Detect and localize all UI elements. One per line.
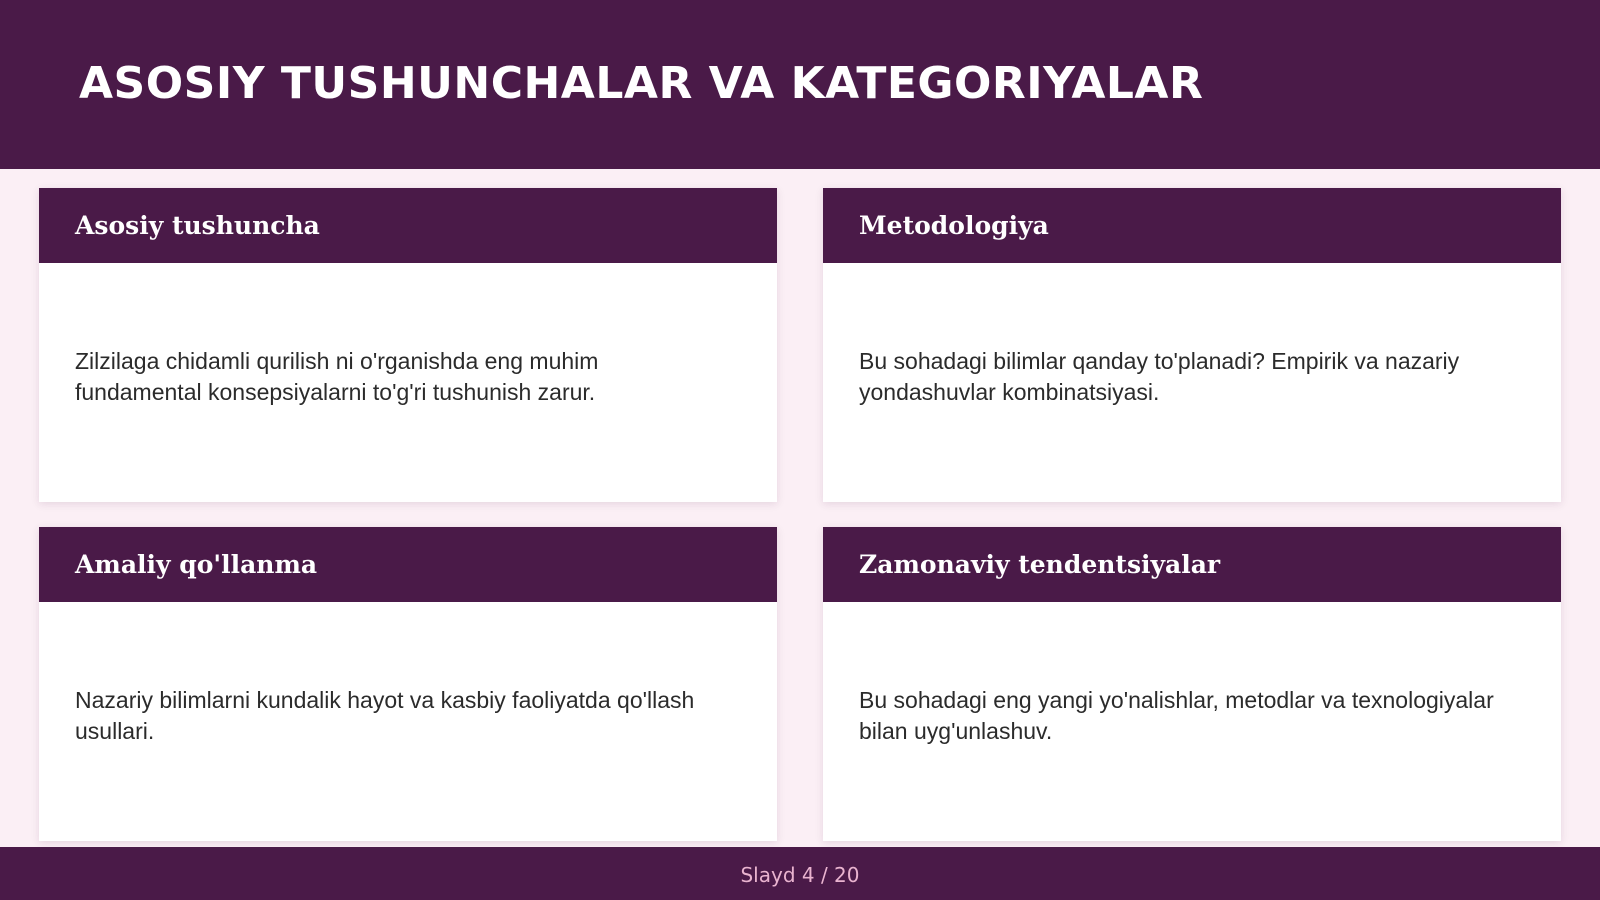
slide-title: ASOSIY TUSHUNCHALAR VA KATEGORIYALAR bbox=[79, 58, 1204, 109]
card-text: Zilzilaga chidamli qurilish ni o'rganishda eng muhim fundamental konsepsiyalarni to'g'ri tushunish zarur. bbox=[75, 347, 599, 405]
card-body bbox=[823, 596, 1561, 835]
card-title: Amaliy qo'llanma bbox=[75, 550, 318, 579]
card-metodologiya bbox=[823, 188, 1561, 502]
card-body bbox=[823, 257, 1561, 496]
card-header bbox=[39, 527, 777, 602]
card-amaliy-qollanma bbox=[39, 527, 777, 841]
card-body bbox=[39, 596, 777, 835]
card-title: Asosiy tushuncha bbox=[75, 211, 320, 240]
card-text: Bu sohadagi bilimlar qanday to'planadi? Empirik va nazariy yondashuvlar kombinatsiyasi. bbox=[859, 347, 1460, 405]
card-asosiy-tushuncha bbox=[39, 188, 777, 502]
card-header bbox=[823, 188, 1561, 263]
card-header bbox=[39, 188, 777, 263]
card-text: Bu sohadagi eng yangi yo'nalishlar, metodlar va texnologiyalar bilan uyg'unlashuv. bbox=[859, 686, 1494, 744]
slide-header bbox=[0, 0, 1600, 169]
slide-counter: Slayd 4 / 20 bbox=[740, 862, 860, 887]
slide-footer bbox=[0, 847, 1600, 900]
card-text: Nazariy bilimlarni kundalik hayot va kasbiy faoliyatda qo'llash usullari. bbox=[75, 686, 695, 744]
card-title: Metodologiya bbox=[859, 211, 1049, 240]
card-zamonaviy-tendentsiyalar bbox=[823, 527, 1561, 841]
card-header bbox=[823, 527, 1561, 602]
card-body bbox=[39, 257, 777, 496]
card-title: Zamonaviy tendentsiyalar bbox=[859, 550, 1221, 579]
